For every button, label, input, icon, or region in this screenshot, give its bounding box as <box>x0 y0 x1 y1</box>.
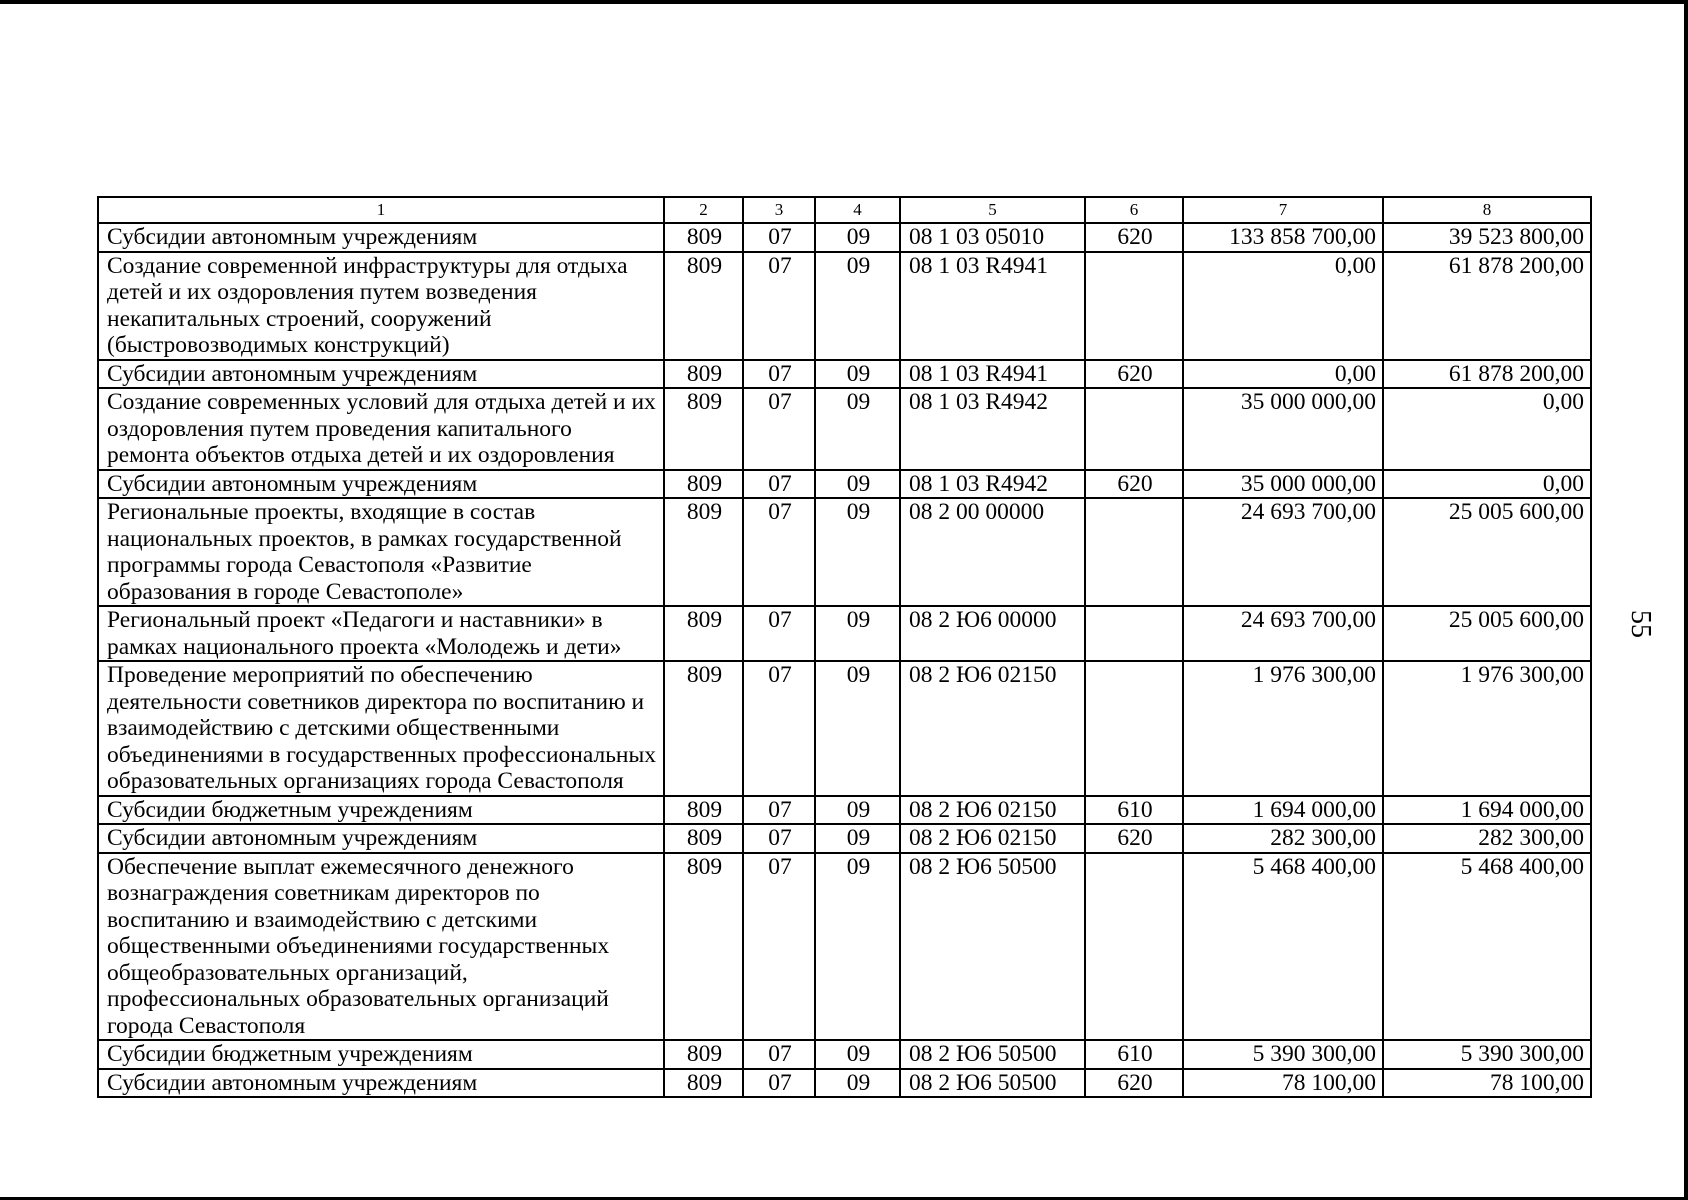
subsection-code-cell: 09 <box>815 388 900 470</box>
amount-year2-cell: 0,00 <box>1383 470 1591 499</box>
ministry-code-cell: 809 <box>664 824 743 853</box>
expense-type-cell: 620 <box>1085 470 1183 499</box>
subsection-code-cell: 09 <box>815 470 900 499</box>
table-row <box>98 360 1591 389</box>
expense-type-cell: 620 <box>1085 1069 1183 1098</box>
column-header: 5 <box>900 197 1085 223</box>
amount-year1-cell: 1 976 300,00 <box>1183 661 1383 796</box>
item-name-cell: Субсидии автономным учреждениям <box>98 223 664 252</box>
subsection-code-cell: 09 <box>815 360 900 389</box>
column-header: 4 <box>815 197 900 223</box>
section-code-cell: 07 <box>743 223 815 252</box>
target-article-cell: 08 2 00 00000 <box>900 498 1085 606</box>
section-code-cell: 07 <box>743 1069 815 1098</box>
target-article-cell: 08 2 Ю6 02150 <box>900 661 1085 796</box>
scan-border-top <box>0 0 1688 4</box>
table-row <box>98 1069 1591 1098</box>
expense-type-cell <box>1085 252 1183 360</box>
ministry-code-cell: 809 <box>664 498 743 606</box>
amount-year2-cell: 61 878 200,00 <box>1383 360 1591 389</box>
table-row <box>98 1040 1591 1069</box>
amount-year2-cell: 1 976 300,00 <box>1383 661 1591 796</box>
amount-year1-cell: 133 858 700,00 <box>1183 223 1383 252</box>
ministry-code-cell: 809 <box>664 223 743 252</box>
item-name-cell: Субсидии автономным учреждениям <box>98 824 664 853</box>
ministry-code-cell: 809 <box>664 470 743 499</box>
amount-year1-cell: 5 468 400,00 <box>1183 853 1383 1041</box>
section-code-cell: 07 <box>743 1040 815 1069</box>
table-row <box>98 252 1591 360</box>
target-article-cell: 08 2 Ю6 50500 <box>900 853 1085 1041</box>
item-name-cell: Субсидии автономным учреждениям <box>98 1069 664 1098</box>
target-article-cell: 08 2 Ю6 02150 <box>900 796 1085 825</box>
target-article-cell: 08 2 Ю6 50500 <box>900 1040 1085 1069</box>
page-number: 55 <box>1625 610 1656 638</box>
ministry-code-cell: 809 <box>664 360 743 389</box>
target-article-cell: 08 1 03 R4941 <box>900 252 1085 360</box>
expense-type-cell: 620 <box>1085 223 1183 252</box>
ministry-code-cell: 809 <box>664 252 743 360</box>
target-article-cell: 08 2 Ю6 00000 <box>900 606 1085 661</box>
expense-type-cell: 610 <box>1085 796 1183 825</box>
item-name-cell: Субсидии автономным учреждениям <box>98 360 664 389</box>
table-row <box>98 853 1591 1041</box>
table-row <box>98 661 1591 796</box>
column-header: 7 <box>1183 197 1383 223</box>
section-code-cell: 07 <box>743 498 815 606</box>
amount-year2-cell: 282 300,00 <box>1383 824 1591 853</box>
item-name-cell: Региональные проекты, входящие в состав национальных проектов, в рамках государственной программы города Севастополя «Развитие образования в городе Севастополе» <box>98 498 664 606</box>
amount-year1-cell: 24 693 700,00 <box>1183 498 1383 606</box>
subsection-code-cell: 09 <box>815 661 900 796</box>
amount-year2-cell: 5 390 300,00 <box>1383 1040 1591 1069</box>
section-code-cell: 07 <box>743 824 815 853</box>
amount-year1-cell: 5 390 300,00 <box>1183 1040 1383 1069</box>
amount-year1-cell: 78 100,00 <box>1183 1069 1383 1098</box>
table-row <box>98 223 1591 252</box>
subsection-code-cell: 09 <box>815 824 900 853</box>
table-row <box>98 796 1591 825</box>
column-header: 2 <box>664 197 743 223</box>
ministry-code-cell: 809 <box>664 661 743 796</box>
section-code-cell: 07 <box>743 661 815 796</box>
expense-type-cell <box>1085 661 1183 796</box>
ministry-code-cell: 809 <box>664 388 743 470</box>
ministry-code-cell: 809 <box>664 1069 743 1098</box>
expense-type-cell <box>1085 606 1183 661</box>
item-name-cell: Субсидии бюджетным учреждениям <box>98 796 664 825</box>
amount-year1-cell: 35 000 000,00 <box>1183 470 1383 499</box>
item-name-cell: Проведение мероприятий по обеспечению деятельности советников директора по воспитанию и взаимодействию с детскими общественными объединениями в государственных профессиональных образовательных организациях города Севастополя <box>98 661 664 796</box>
amount-year2-cell: 78 100,00 <box>1383 1069 1591 1098</box>
subsection-code-cell: 09 <box>815 796 900 825</box>
amount-year1-cell: 1 694 000,00 <box>1183 796 1383 825</box>
amount-year1-cell: 0,00 <box>1183 252 1383 360</box>
amount-year1-cell: 24 693 700,00 <box>1183 606 1383 661</box>
column-header: 1 <box>98 197 664 223</box>
item-name-cell: Создание современных условий для отдыха детей и их оздоровления путем проведения капитального ремонта объектов отдыха детей и их оздоровления <box>98 388 664 470</box>
column-header: 6 <box>1085 197 1183 223</box>
column-number-header-row <box>98 197 1591 223</box>
item-name-cell: Обеспечение выплат ежемесячного денежного вознаграждения советникам директоров по воспитанию и взаимодействию с детскими общественными объединениями государственных общеобразовательных организаций, профессиональных образовательных организаций города Севастополя <box>98 853 664 1041</box>
target-article-cell: 08 1 03 R4942 <box>900 388 1085 470</box>
ministry-code-cell: 809 <box>664 796 743 825</box>
expense-type-cell: 620 <box>1085 824 1183 853</box>
expense-type-cell <box>1085 388 1183 470</box>
section-code-cell: 07 <box>743 853 815 1041</box>
item-name-cell: Региональный проект «Педагоги и наставники» в рамках национального проекта «Молодежь и дети» <box>98 606 664 661</box>
section-code-cell: 07 <box>743 796 815 825</box>
subsection-code-cell: 09 <box>815 606 900 661</box>
target-article-cell: 08 2 Ю6 50500 <box>900 1069 1085 1098</box>
amount-year1-cell: 0,00 <box>1183 360 1383 389</box>
section-code-cell: 07 <box>743 470 815 499</box>
target-article-cell: 08 1 03 05010 <box>900 223 1085 252</box>
amount-year1-cell: 35 000 000,00 <box>1183 388 1383 470</box>
target-article-cell: 08 1 03 R4942 <box>900 470 1085 499</box>
amount-year2-cell: 39 523 800,00 <box>1383 223 1591 252</box>
item-name-cell: Создание современной инфраструктуры для отдыха детей и их оздоровления путем возведения некапитальных строений, сооружений (быстровозводимых конструкций) <box>98 252 664 360</box>
subsection-code-cell: 09 <box>815 1069 900 1098</box>
expense-type-cell <box>1085 853 1183 1041</box>
scan-border-right <box>1684 0 1688 1200</box>
subsection-code-cell: 09 <box>815 498 900 606</box>
amount-year2-cell: 5 468 400,00 <box>1383 853 1591 1041</box>
table-row <box>98 498 1591 606</box>
subsection-code-cell: 09 <box>815 252 900 360</box>
table-row <box>98 606 1591 661</box>
item-name-cell: Субсидии бюджетным учреждениям <box>98 1040 664 1069</box>
section-code-cell: 07 <box>743 360 815 389</box>
amount-year2-cell: 61 878 200,00 <box>1383 252 1591 360</box>
target-article-cell: 08 2 Ю6 02150 <box>900 824 1085 853</box>
subsection-code-cell: 09 <box>815 223 900 252</box>
ministry-code-cell: 809 <box>664 1040 743 1069</box>
section-code-cell: 07 <box>743 252 815 360</box>
amount-year2-cell: 25 005 600,00 <box>1383 606 1591 661</box>
column-header: 8 <box>1383 197 1591 223</box>
target-article-cell: 08 1 03 R4941 <box>900 360 1085 389</box>
expense-type-cell: 610 <box>1085 1040 1183 1069</box>
subsection-code-cell: 09 <box>815 853 900 1041</box>
section-code-cell: 07 <box>743 388 815 470</box>
amount-year2-cell: 25 005 600,00 <box>1383 498 1591 606</box>
item-name-cell: Субсидии автономным учреждениям <box>98 470 664 499</box>
subsection-code-cell: 09 <box>815 1040 900 1069</box>
amount-year2-cell: 0,00 <box>1383 388 1591 470</box>
amount-year1-cell: 282 300,00 <box>1183 824 1383 853</box>
table-row <box>98 470 1591 499</box>
ministry-code-cell: 809 <box>664 853 743 1041</box>
ministry-code-cell: 809 <box>664 606 743 661</box>
table-row <box>98 388 1591 470</box>
budget-table <box>97 196 1592 1098</box>
expense-type-cell <box>1085 498 1183 606</box>
amount-year2-cell: 1 694 000,00 <box>1383 796 1591 825</box>
expense-type-cell: 620 <box>1085 360 1183 389</box>
table-row <box>98 824 1591 853</box>
column-header: 3 <box>743 197 815 223</box>
section-code-cell: 07 <box>743 606 815 661</box>
